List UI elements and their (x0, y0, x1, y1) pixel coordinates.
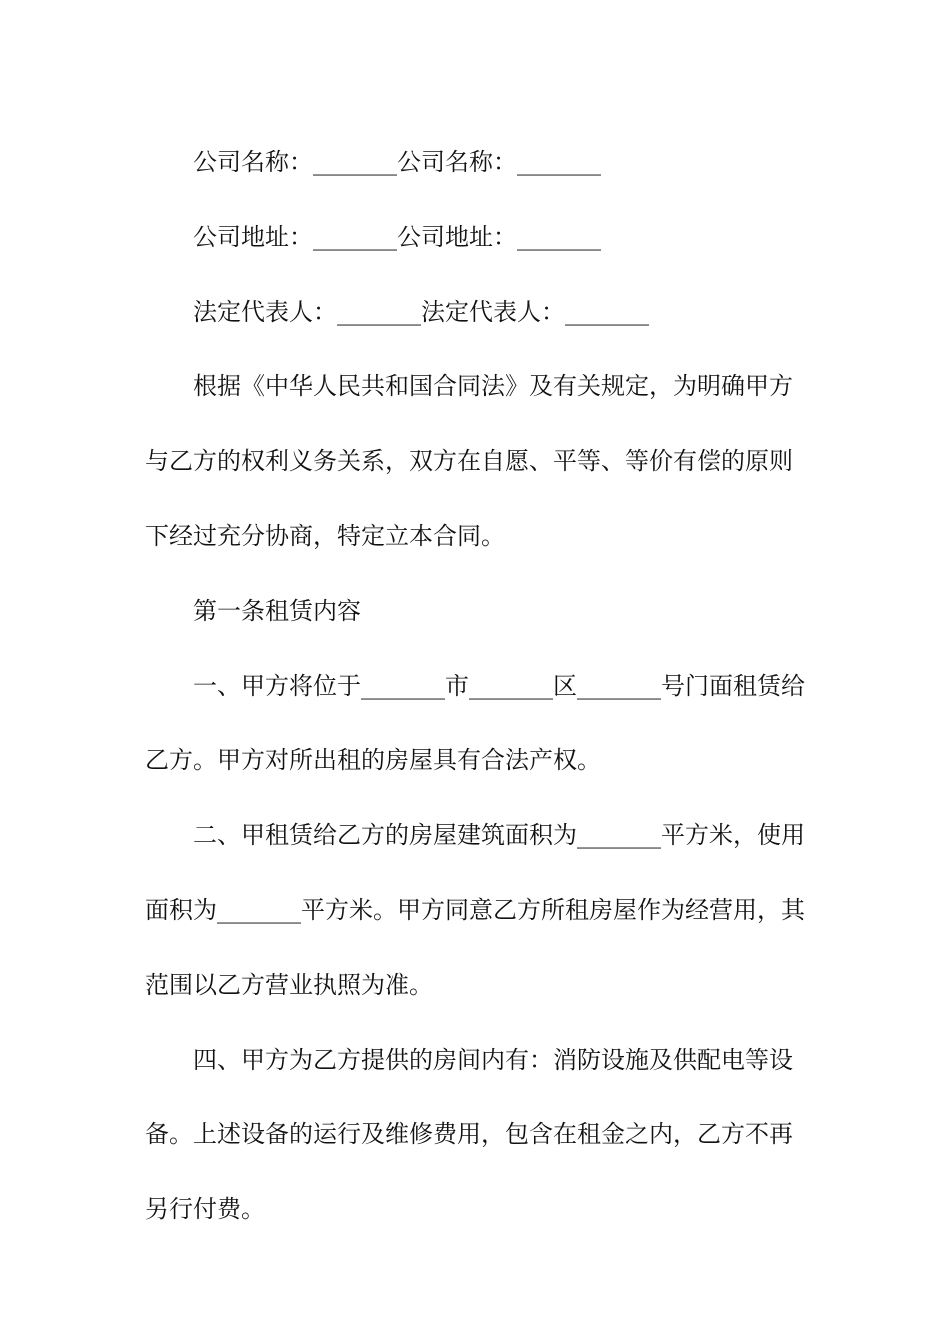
document-body (145, 125, 810, 1247)
legal-representative-line: 法定代表人：_______法定代表人：_______ (193, 297, 649, 326)
clause-four-paragraph: 四、甲方为乙方提供的房间内有：消防设施及供配电等设备。上述设备的运行及维修费用，包含在租金之内，乙方不再另行付费。 (145, 1045, 793, 1224)
party-a-company-name-line: 公司名称：_______公司名称：_______ (193, 148, 601, 176)
contract-preamble-paragraph: 根据《中华人民共和国合同法》及有关规定，为明确甲方与乙方的权利义务关系，双方在自愿、平等、等价有偿的原则下经过充分协商，特定立本合同。 (145, 372, 793, 550)
clause-two-paragraph: 二、甲租赁给乙方的房屋建筑面积为_______平方米，使用面积为_______平方米。甲方同意乙方所租房屋作为经营用，其范围以乙方营业执照为准。 (145, 821, 805, 999)
company-address-line: 公司地址：_______公司地址：_______ (193, 222, 601, 251)
article-one-heading: 第一条租赁内容 (193, 596, 361, 625)
clause-one-paragraph: 一、甲方将位于_______市_______区_______号门面租赁给乙方。甲方对所出租的房屋具有合法产权。 (145, 671, 805, 775)
